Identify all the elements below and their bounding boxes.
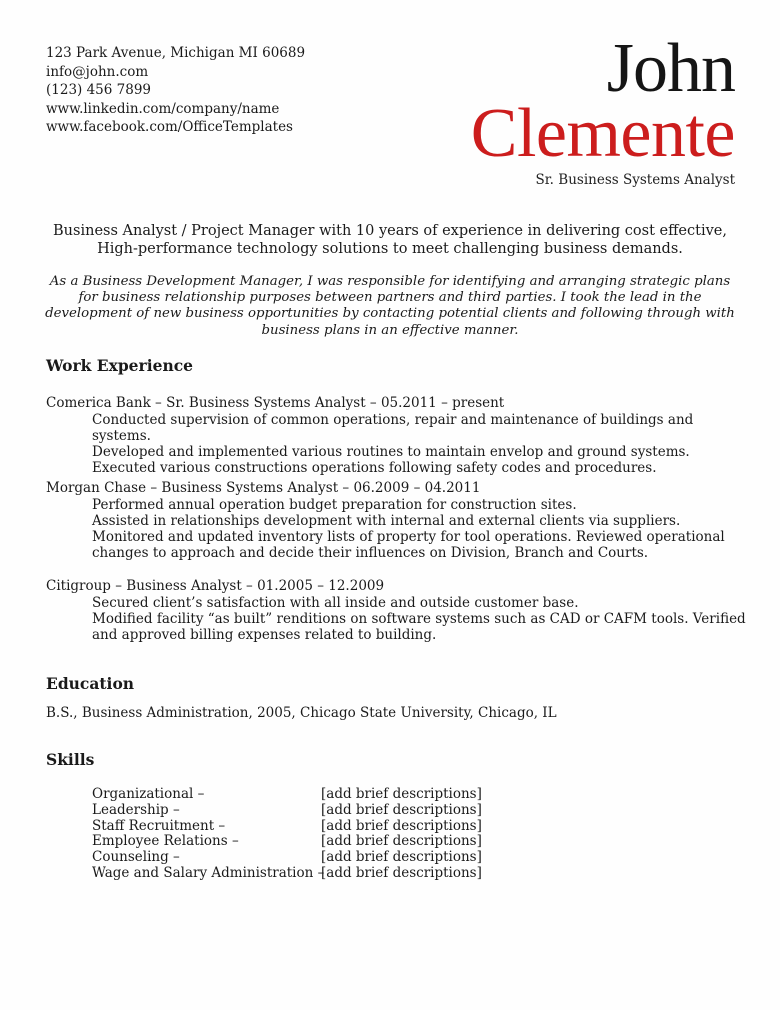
contact-block [46,44,305,137]
skill-name: Staff Recruitment – [92,817,226,834]
summary-line-1: Business Analyst / Project Manager with 10 years of experience in delivering cost effective, [53,223,727,239]
job-entry-1 [46,395,746,476]
skill-description: [add brief descriptions] [321,864,482,881]
skills-list [92,787,482,882]
job-line: Conducted supervision of common operations, repair and maintenance of buildings and systems. [92,412,694,444]
skill-row [92,866,482,882]
skill-row [92,803,482,819]
job-entry-2 [46,480,746,561]
contact-phone: (123) 456 7899 [46,82,152,98]
skill-row [92,819,482,835]
contact-facebook: www.facebook.com/OfficeTemplates [46,119,293,135]
contact-linkedin: www.linkedin.com/company/name [46,100,280,117]
name-block [470,30,735,188]
job-line: Performed annual operation budget preparation for construction sites. [92,497,577,513]
job-line: Secured client’s satisfaction with all inside and outside customer base. [92,595,579,611]
contact-address: 123 Park Avenue, Michigan MI 60689 [46,45,306,61]
job-title: Sr. Business Systems Analyst [535,172,735,188]
job-line: Modified facility “as built” renditions on software systems such as CAD or CAFM tools. Verified and approved billing expenses related to building. [92,611,746,643]
contact-email: info@john.com [46,63,149,80]
skill-name: Counseling – [92,849,180,866]
skill-name: Leadership – [92,801,180,818]
first-name: John [606,30,735,107]
job-header: Citigroup – Business Analyst – 01.2005 – 12.2009 [46,578,385,594]
skill-name: Wage and Salary Administration – [92,864,325,881]
skill-name: Employee Relations – [92,833,239,850]
job-description [92,412,746,476]
summary-line-2: High-performance technology solutions to meet challenging business demands. [97,241,683,257]
job-header: Morgan Chase – Business Systems Analyst – 06.2009 – 04.2011 [46,480,481,496]
skill-description: [add brief descriptions] [321,801,482,818]
job-line: Monitored and updated inventory lists of property for tool operations. Reviewed operational changes to approach and decide their influences on Division, Branch and Courts. [92,529,725,561]
skill-description: [add brief descriptions] [321,833,482,850]
job-line: Developed and implemented various routines to maintain envelop and ground systems. Executed various constructions operations following safety codes and procedures. [92,444,690,476]
skill-name: Organizational – [92,786,205,802]
education-entry: B.S., Business Administration, 2005, Chicago State University, Chicago, IL [46,705,557,721]
skills-heading: Skills [46,750,95,769]
work-experience-heading: Work Experience [46,356,194,375]
job-description [92,497,746,561]
last-name: Clemente [470,95,735,172]
skill-description: [add brief descriptions] [321,817,482,834]
skill-description: [add brief descriptions] [321,786,482,802]
job-entry-3 [46,578,746,643]
skill-row [92,850,482,866]
profile-paragraph: As a Business Development Manager, I was responsible for identifying and arranging strategic plans for business relationship purposes between partners and third parties. I took the lead in the development of new business opportunities by contacting potential clients and following through with business plans in an effective manner. [45,274,735,338]
skill-description: [add brief descriptions] [321,849,482,866]
job-description [92,595,746,643]
skill-row [92,834,482,850]
education-heading: Education [46,674,135,693]
job-header: Comerica Bank – Sr. Business Systems Analyst – 05.2011 – present [46,395,505,411]
job-line: Assisted in relationships development with internal and external clients via suppliers. [92,513,681,529]
summary [40,222,740,258]
skill-row [92,787,482,803]
